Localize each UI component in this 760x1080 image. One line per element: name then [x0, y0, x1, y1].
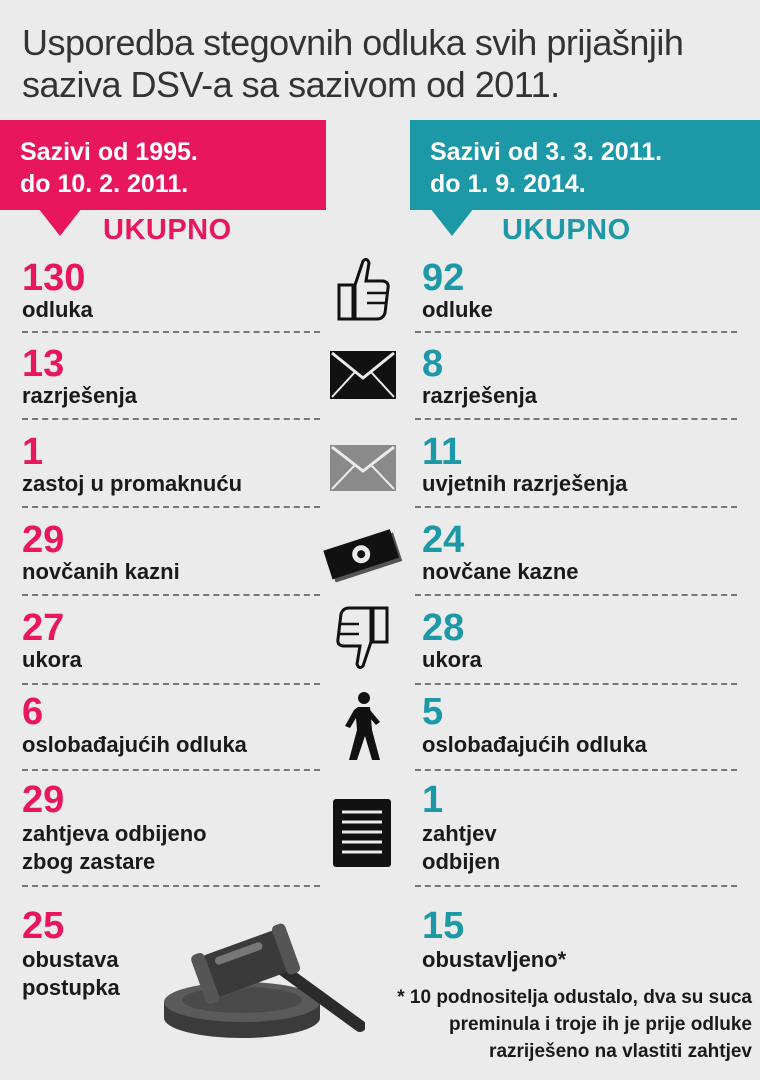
right-total-heading: UKUPNO	[502, 214, 631, 246]
right-value: 28	[422, 607, 465, 649]
right-label: oslobađajućih odluka	[422, 732, 647, 757]
left-label: ukora	[22, 647, 82, 672]
right-header-pointer	[430, 208, 474, 236]
left-label: odluka	[22, 297, 93, 322]
right-value: 92	[422, 257, 465, 299]
right-header-line2: do 1. 9. 2014.	[430, 170, 586, 198]
row-divider	[415, 594, 737, 596]
right-label: obustavljeno*	[422, 947, 567, 972]
row-divider	[22, 683, 320, 685]
left-value: 27	[22, 607, 65, 649]
right-period-header	[410, 120, 760, 210]
left-total-heading: UKUPNO	[103, 214, 232, 246]
left-header-line2: do 10. 2. 2011.	[20, 170, 189, 198]
thumbs-up-icon	[333, 255, 393, 323]
left-period-header	[0, 120, 326, 210]
right-label: ukora	[422, 647, 482, 672]
right-value: 11	[422, 431, 463, 473]
walking-man-icon	[340, 690, 386, 762]
right-value: 15	[422, 905, 465, 947]
right-value: 1	[422, 779, 444, 821]
left-label: obustava postupka	[22, 947, 120, 1000]
right-header-line1: Sazivi od 3. 3. 2011.	[430, 138, 663, 166]
left-label: razrješenja	[22, 383, 137, 408]
grey-envelope-icon	[329, 444, 397, 492]
page-title: Usporedba stegovnih odluka svih prijašnjih saziva DSV-a sa sazivom od 2011.	[22, 22, 684, 105]
black-envelope-icon	[329, 350, 397, 400]
footnote: * 10 podnositelja odustalo, dva su suca preminula i troje ih je prije odluke razriješeno na vlastiti zahtjev	[397, 987, 752, 1062]
document-icon	[332, 798, 392, 868]
row-divider	[22, 885, 320, 887]
right-value: 5	[422, 691, 444, 733]
gavel-icon	[160, 920, 365, 1045]
thumbs-down-icon	[333, 604, 393, 672]
row-divider	[22, 331, 320, 333]
row-divider	[22, 418, 320, 420]
row-divider	[22, 769, 320, 771]
left-value: 1	[22, 431, 44, 473]
money-icon	[322, 522, 408, 584]
row-divider	[22, 594, 320, 596]
right-label: razrješenja	[422, 383, 537, 408]
left-label: zahtjeva odbijeno zbog zastare	[22, 821, 207, 874]
left-header-line1: Sazivi od 1995.	[20, 138, 198, 166]
right-label: zahtjev odbijen	[422, 821, 501, 874]
left-label: novčanih kazni	[22, 559, 180, 584]
row-divider	[415, 769, 737, 771]
row-divider	[22, 506, 320, 508]
left-value: 25	[22, 905, 65, 947]
row-divider	[415, 683, 737, 685]
left-value: 6	[22, 691, 44, 733]
right-label: odluke	[422, 297, 493, 322]
left-value: 29	[22, 519, 65, 561]
row-divider	[415, 418, 737, 420]
row-divider	[415, 331, 737, 333]
right-label: novčane kazne	[422, 559, 579, 584]
left-value: 29	[22, 779, 65, 821]
left-label: zastoj u promaknuću	[22, 471, 243, 496]
row-divider	[415, 885, 737, 887]
left-value: 13	[22, 343, 65, 385]
row-divider	[415, 506, 737, 508]
left-value: 130	[22, 257, 86, 299]
right-value: 24	[422, 519, 465, 561]
left-label: oslobađajućih odluka	[22, 732, 247, 757]
right-label: uvjetnih razrješenja	[422, 471, 628, 496]
right-value: 8	[422, 343, 444, 385]
left-header-pointer	[38, 208, 82, 236]
